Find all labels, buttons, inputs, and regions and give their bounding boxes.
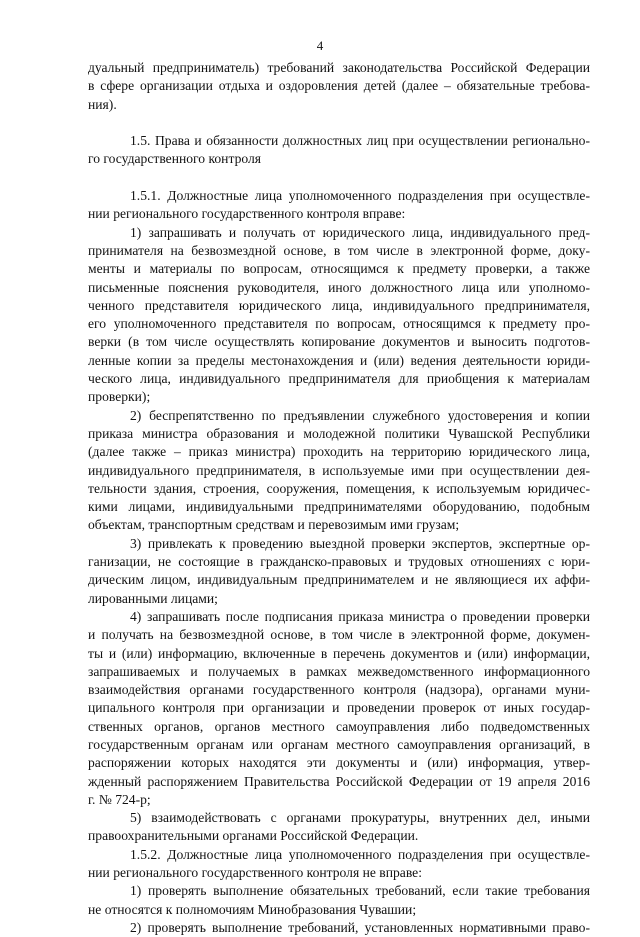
paragraph-gap (88, 169, 590, 187)
text-line: ты и (или) информацию, включенные в перечень документов и (или) информации, (88, 645, 590, 661)
text-line: государственным органам или органам местного самоуправления организаций, в (88, 736, 590, 752)
text-line: принимателя на безвозмездной основе, в том числе в электронной форме, доку- (88, 242, 590, 258)
text-line: тельности здания, строения, сооружения, помещения, к используемым юридичес- (88, 480, 590, 496)
text-line: 2) беспрепятственно по предъявлении служебного удостоверения и копии (130, 407, 590, 423)
text-line: 1) проверять выполнение обязательных требований, если такие требования (130, 883, 590, 899)
text-line: ленные копии за пределы местонахождения и (или) ведения деятельности юриди- (88, 352, 590, 368)
text-line: его уполномоченного представителя по вопросам, относящимся к предмету про- (88, 316, 590, 332)
text-line: проверки); (88, 389, 151, 405)
text-line: письменные пояснения руководителя, иного должностного лица или уполномо- (88, 279, 590, 295)
text-line: кими лицами, индивидуальными предпринимателями оборудованию, подобным (88, 499, 590, 515)
text-line: 2) проверять выполнение требований, установленных нормативными право- (130, 919, 590, 935)
text-line: не относятся к полномочиям Минобразования Чувашии; (88, 901, 417, 917)
text-line: ния). (88, 96, 117, 112)
text-line: жденный распоряжением Правительства Российской Федерации от 19 апреля 2016 (88, 773, 590, 789)
text-line: и получать на безвозмездной основе, в том числе в электронной форме, докумен- (88, 627, 590, 643)
text-line: 5) взаимодействовать с органами прокуратуры, внутренних дел, иными (130, 810, 590, 826)
text-line: 1) запрашивать и получать от юридического лица, индивидуального пред- (130, 224, 590, 240)
text-line: (далее также – приказ министра) проходить на территорию юридического лица, (88, 444, 590, 460)
text-line: 1.5.1. Должностные лица уполномоченного подразделения при осуществле- (130, 188, 590, 204)
text-line: лированными лицами; (88, 590, 218, 606)
document-body (88, 59, 590, 937)
text-line: ческого лица, индивидуального предпринимателя для приобщения к материалам (88, 371, 590, 387)
text-line: нии регионального государственного контроля вправе: (88, 206, 406, 222)
text-line: 1.5.2. Должностные лица уполномоченного подразделения при осуществле- (130, 846, 590, 862)
text-line: ганизации, не состоящие в гражданско-правовых и трудовых отношениях с юри- (88, 554, 590, 570)
text-line: запрашиваемых и получаемых в рамках межведомственного информационного (88, 663, 590, 679)
text-line: распоряжении которых находятся эти документы и (или) информация, утвер- (88, 755, 590, 771)
text-line: менты и материалы по вопросам, относящимся к предмету проверки, а также (88, 261, 590, 277)
text-line: ченного представителя юридического лица, индивидуального предпринимателя, (88, 297, 590, 313)
text-line: правоохранительными органами Российской Федерации. (88, 828, 419, 844)
text-line: верки (в том числе осуществлять копирование документов и выносить подготов- (88, 334, 590, 350)
text-line: в сфере организации отдыха и оздоровления детей (далее – обязательные требова- (88, 78, 590, 94)
text-line: 3) привлекать к проведению выездной проверки экспертов, экспертные ор- (130, 535, 590, 551)
text-line: 4) запрашивать после подписания приказа министра о проведении проверки (130, 608, 590, 624)
text-line: 1.5. Права и обязанности должностных лиц при осуществлении регионально- (130, 133, 590, 149)
text-line: приказа министра образования и молодежной политики Чувашской Республики (88, 425, 590, 441)
text-line: ственных органов, органов местного самоуправления либо подведомственных (88, 718, 590, 734)
text-line: индивидуального предпринимателя, в используемые ими при осуществлении дея- (88, 462, 590, 478)
text-line: объектам, транспортным средствам и перевозимым ими грузам; (88, 517, 460, 533)
paragraph-gap (88, 114, 590, 132)
text-line: дическим лицом, индивидуальным предпринимателем и не являющиеся их аффи- (88, 572, 590, 588)
page-number: 4 (316, 38, 324, 53)
text-line: дуальный предприниматель) требований законодательства Российской Федерации (88, 60, 590, 75)
text-line: ципального контроля при организации и проведении проверок от иных государ- (88, 700, 590, 716)
text-line: го государственного контроля (88, 151, 262, 167)
text-line: г. № 724-р; (88, 791, 151, 807)
text-line: нии регионального государственного контроля не вправе: (88, 865, 422, 881)
text-line: взаимодействия органами государственного контроля (надзора), органами муни- (88, 682, 590, 698)
